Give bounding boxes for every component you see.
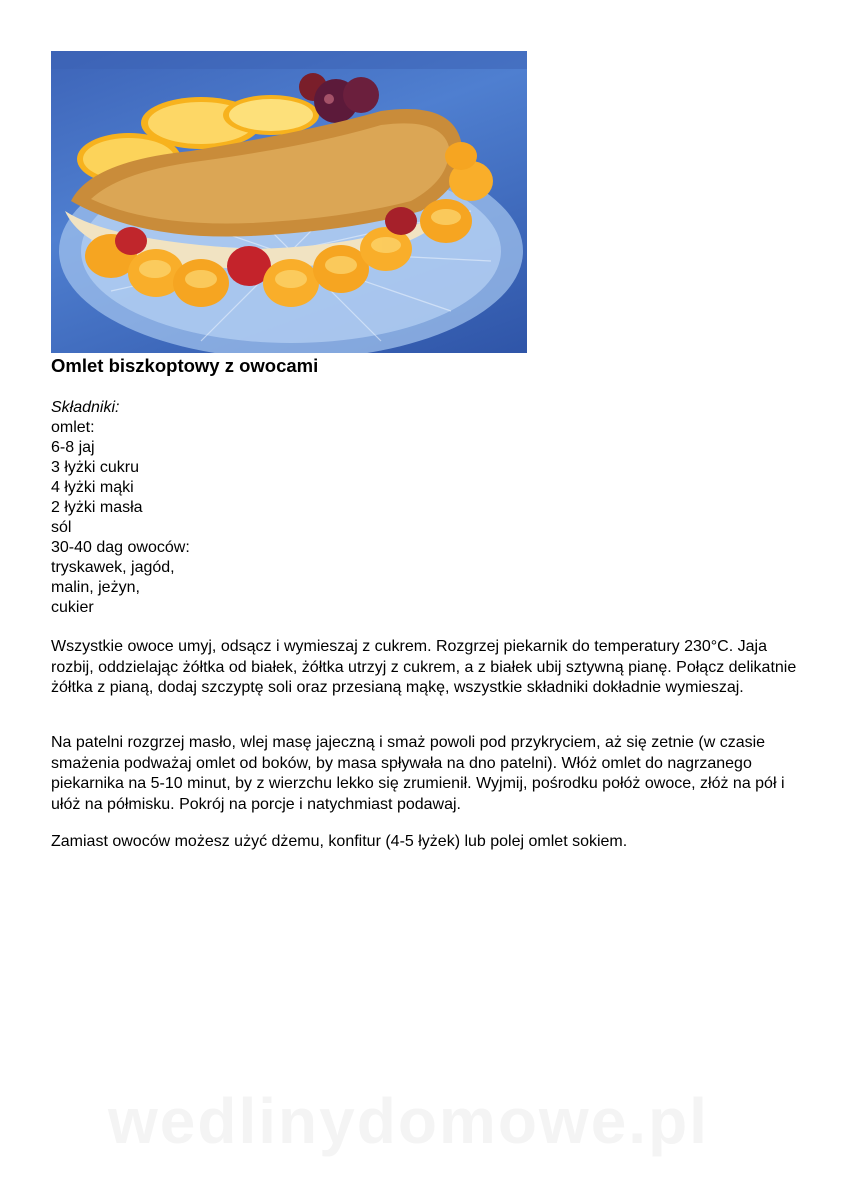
ingredient-line: sól: [51, 519, 72, 536]
ingredient-line: cukier: [51, 599, 94, 616]
instruction-paragraph-3: Zamiast owoców możesz użyć dżemu, konfitur (4-5 łyżek) lub polej omlet sokiem.: [51, 833, 628, 850]
recipe-title: Omlet biszkoptowy z owocami: [51, 355, 319, 376]
ingredient-line: 2 łyżki masła: [51, 499, 143, 516]
ingredients-list: [51, 398, 190, 618]
ingredient-line: 3 łyżki cukru: [51, 459, 140, 476]
ingredient-line: 4 łyżki mąki: [51, 479, 134, 496]
ingredient-line: tryskawek, jagód,: [51, 559, 175, 576]
ingredient-line: malin, jeżyn,: [51, 579, 140, 596]
watermark: wedlinydomowe.pl: [108, 1085, 709, 1157]
ingredient-line: 30-40 dag owoców:: [51, 539, 190, 556]
omelet-illustration: [51, 51, 527, 353]
instruction-paragraph-1: Wszystkie owoce umyj, odsącz i wymieszaj z cukrem. Rozgrzej piekarnik do temperatury 230°C. Jaja rozbij, oddzielając żółtka od białek, żółtka utrzyj z cukrem, a z białek ubij sztywną pianę. Połącz delikatnie żółtka z pianą, dodaj szczyptę soli oraz przesianą mąkę, wszystkie składniki dokładnie wymieszaj.: [51, 638, 797, 696]
ingredient-line: omlet:: [51, 419, 95, 436]
recipe-photo: [51, 51, 527, 353]
instruction-paragraph-2: Na patelni rozgrzej masło, wlej masę jajeczną i smaż powoli pod przykryciem, aż się zetnie (w czasie smażenia podważaj omlet od boków, by masa spływała na dno patelni). Włóż omlet do nagrzanego piekarnika na 5-10 minut, by z wierzchu lekko się zrumienił. Wyjmij, pośrodku połóż owoce, złóż na pół i ułóż na półmisku. Pokrój na porcje i natychmiast podawaj.: [51, 734, 785, 813]
ingredients-label: Składniki:: [51, 399, 120, 416]
ingredient-line: 6-8 jaj: [51, 439, 95, 456]
